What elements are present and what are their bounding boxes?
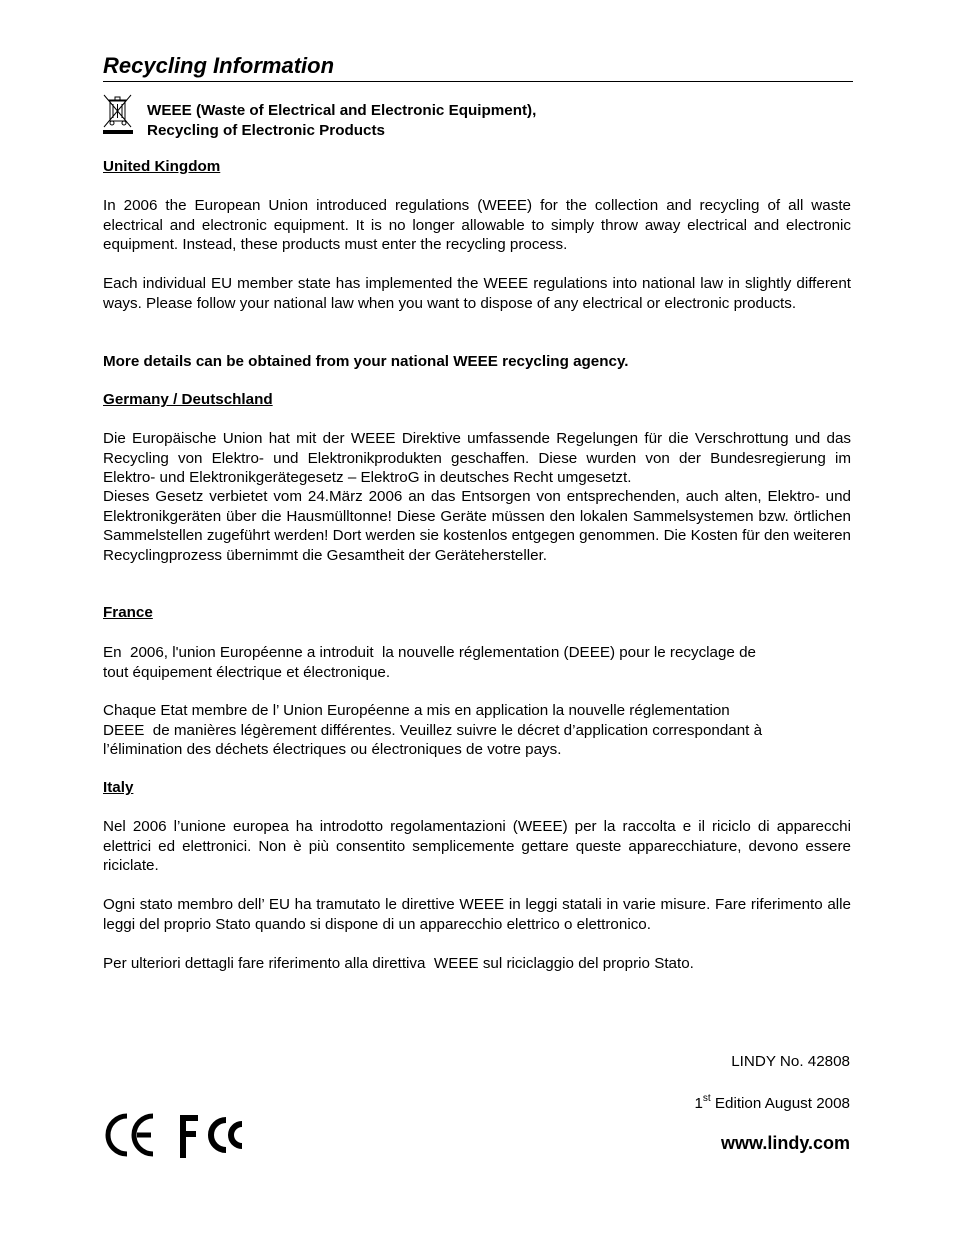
uk-paragraph-3: More details can be obtained from your national WEEE recycling agency. [103, 353, 629, 370]
italy-paragraph-2: Ogni stato membro dell’ EU ha tramutato le direttive WEEE in leggi statali in varie misure. Fare riferimento alle leggi del proprio Stato quando si dispone di un apparecchio elettrico o elettronico. [103, 896, 851, 933]
france-paragraph-1 [103, 643, 851, 682]
crossed-out-wheelie-bin-icon [103, 94, 133, 136]
france-paragraph-2 [103, 701, 851, 760]
weee-title-line1: WEEE (Waste of Electrical and Electronic Equipment), [147, 102, 537, 119]
edition-ordinal: st [702, 1093, 711, 1104]
heading-france: France [103, 604, 153, 621]
heading-uk: United Kingdom [103, 158, 221, 175]
italy-paragraph-1: Nel 2006 l’unione europea ha introdotto regolamentazioni (WEEE) per la raccolta e il riciclo di apparecchi elettrici ed elettronici. Non è più consentito semplicemente gettare queste apparecchiature, devono essere riciclate. [103, 818, 851, 874]
heading-germany: Germany / Deutschland [103, 391, 273, 408]
uk-paragraph-1: In 2006 the European Union introduced regulations (WEEE) for the collection and recycling of all waste electrical and electronic equipment. It is no longer allowable to simply throw away electrical and electronic equipment. Instead, these products must enter the recycling process. [103, 197, 851, 253]
france-p1-line2: tout équipement électrique et électronique. [103, 663, 391, 681]
page-title: Recycling Information [103, 52, 853, 82]
edition-text: Edition August 2008 [710, 1095, 850, 1112]
france-p2-line2: DEEE de manières légèrement différentes. Veuillez suivre le décret d’application correspondant à [103, 721, 763, 739]
germany-paragraph-1: Die Europäische Union hat mit der WEEE Direktive umfassende Regelungen für die Verschrottung und das Recycling von Elektro- und Elektronikprodukten geschaffen. Diese wurden von der Bundesregierung im Elektro- und Elektronikgerätegesetz – ElektroG in deutsches Recht umgesetzt. [103, 430, 851, 486]
france-p1-line1: En 2006, l'union Européenne a introduit la nouvelle réglementation (DEEE) pour le recyclage de [103, 644, 756, 661]
germany-paragraph-2: Dieses Gesetz verbietet vom 24.März 2006 an das Entsorgen von entsprechenden, auch alten, Elektro- und Elektronikgeräten über die Hausmülltonne! Diese Geräte müssen den lokalen Sammelsystemen bzw. örtlichen Sammelstellen zugeführt werden! Dort werden sie kostenlos entgegen genommen. Die Kosten für den weiteren Recyclingprozess übernimmt die Gesamtheit der Gerätehersteller. [103, 488, 851, 564]
uk-paragraph-2: Each individual EU member state has implemented the WEEE regulations into national law in slightly different ways. Please follow your national law when you want to dispose of any electrical or electronic products. [103, 275, 851, 312]
website-link[interactable]: www.lindy.com [720, 1133, 850, 1153]
france-p2-line1: Chaque Etat membre de l’ Union Européenne a mis en application la nouvelle réglementation [103, 702, 730, 719]
france-p2-line3: l’élimination des déchets électriques ou électroniques de votre pays. [103, 741, 562, 758]
ce-fcc-logos [103, 1110, 253, 1162]
italy-paragraph-3: Per ulteriori dettagli fare riferimento alla direttiva WEEE sul riciclaggio del proprio Stato. [103, 955, 694, 972]
weee-title-line2: Recycling of Electronic Products [147, 121, 385, 139]
product-number: LINDY No. 42808 [731, 1053, 850, 1070]
weee-title [147, 101, 536, 140]
ce-mark-icon [108, 1116, 153, 1154]
certification-logos [103, 1110, 253, 1168]
heading-italy: Italy [103, 779, 134, 796]
fcc-logo-icon [180, 1115, 242, 1158]
edition-line [694, 1094, 850, 1114]
edition-number: 1 [694, 1095, 703, 1112]
